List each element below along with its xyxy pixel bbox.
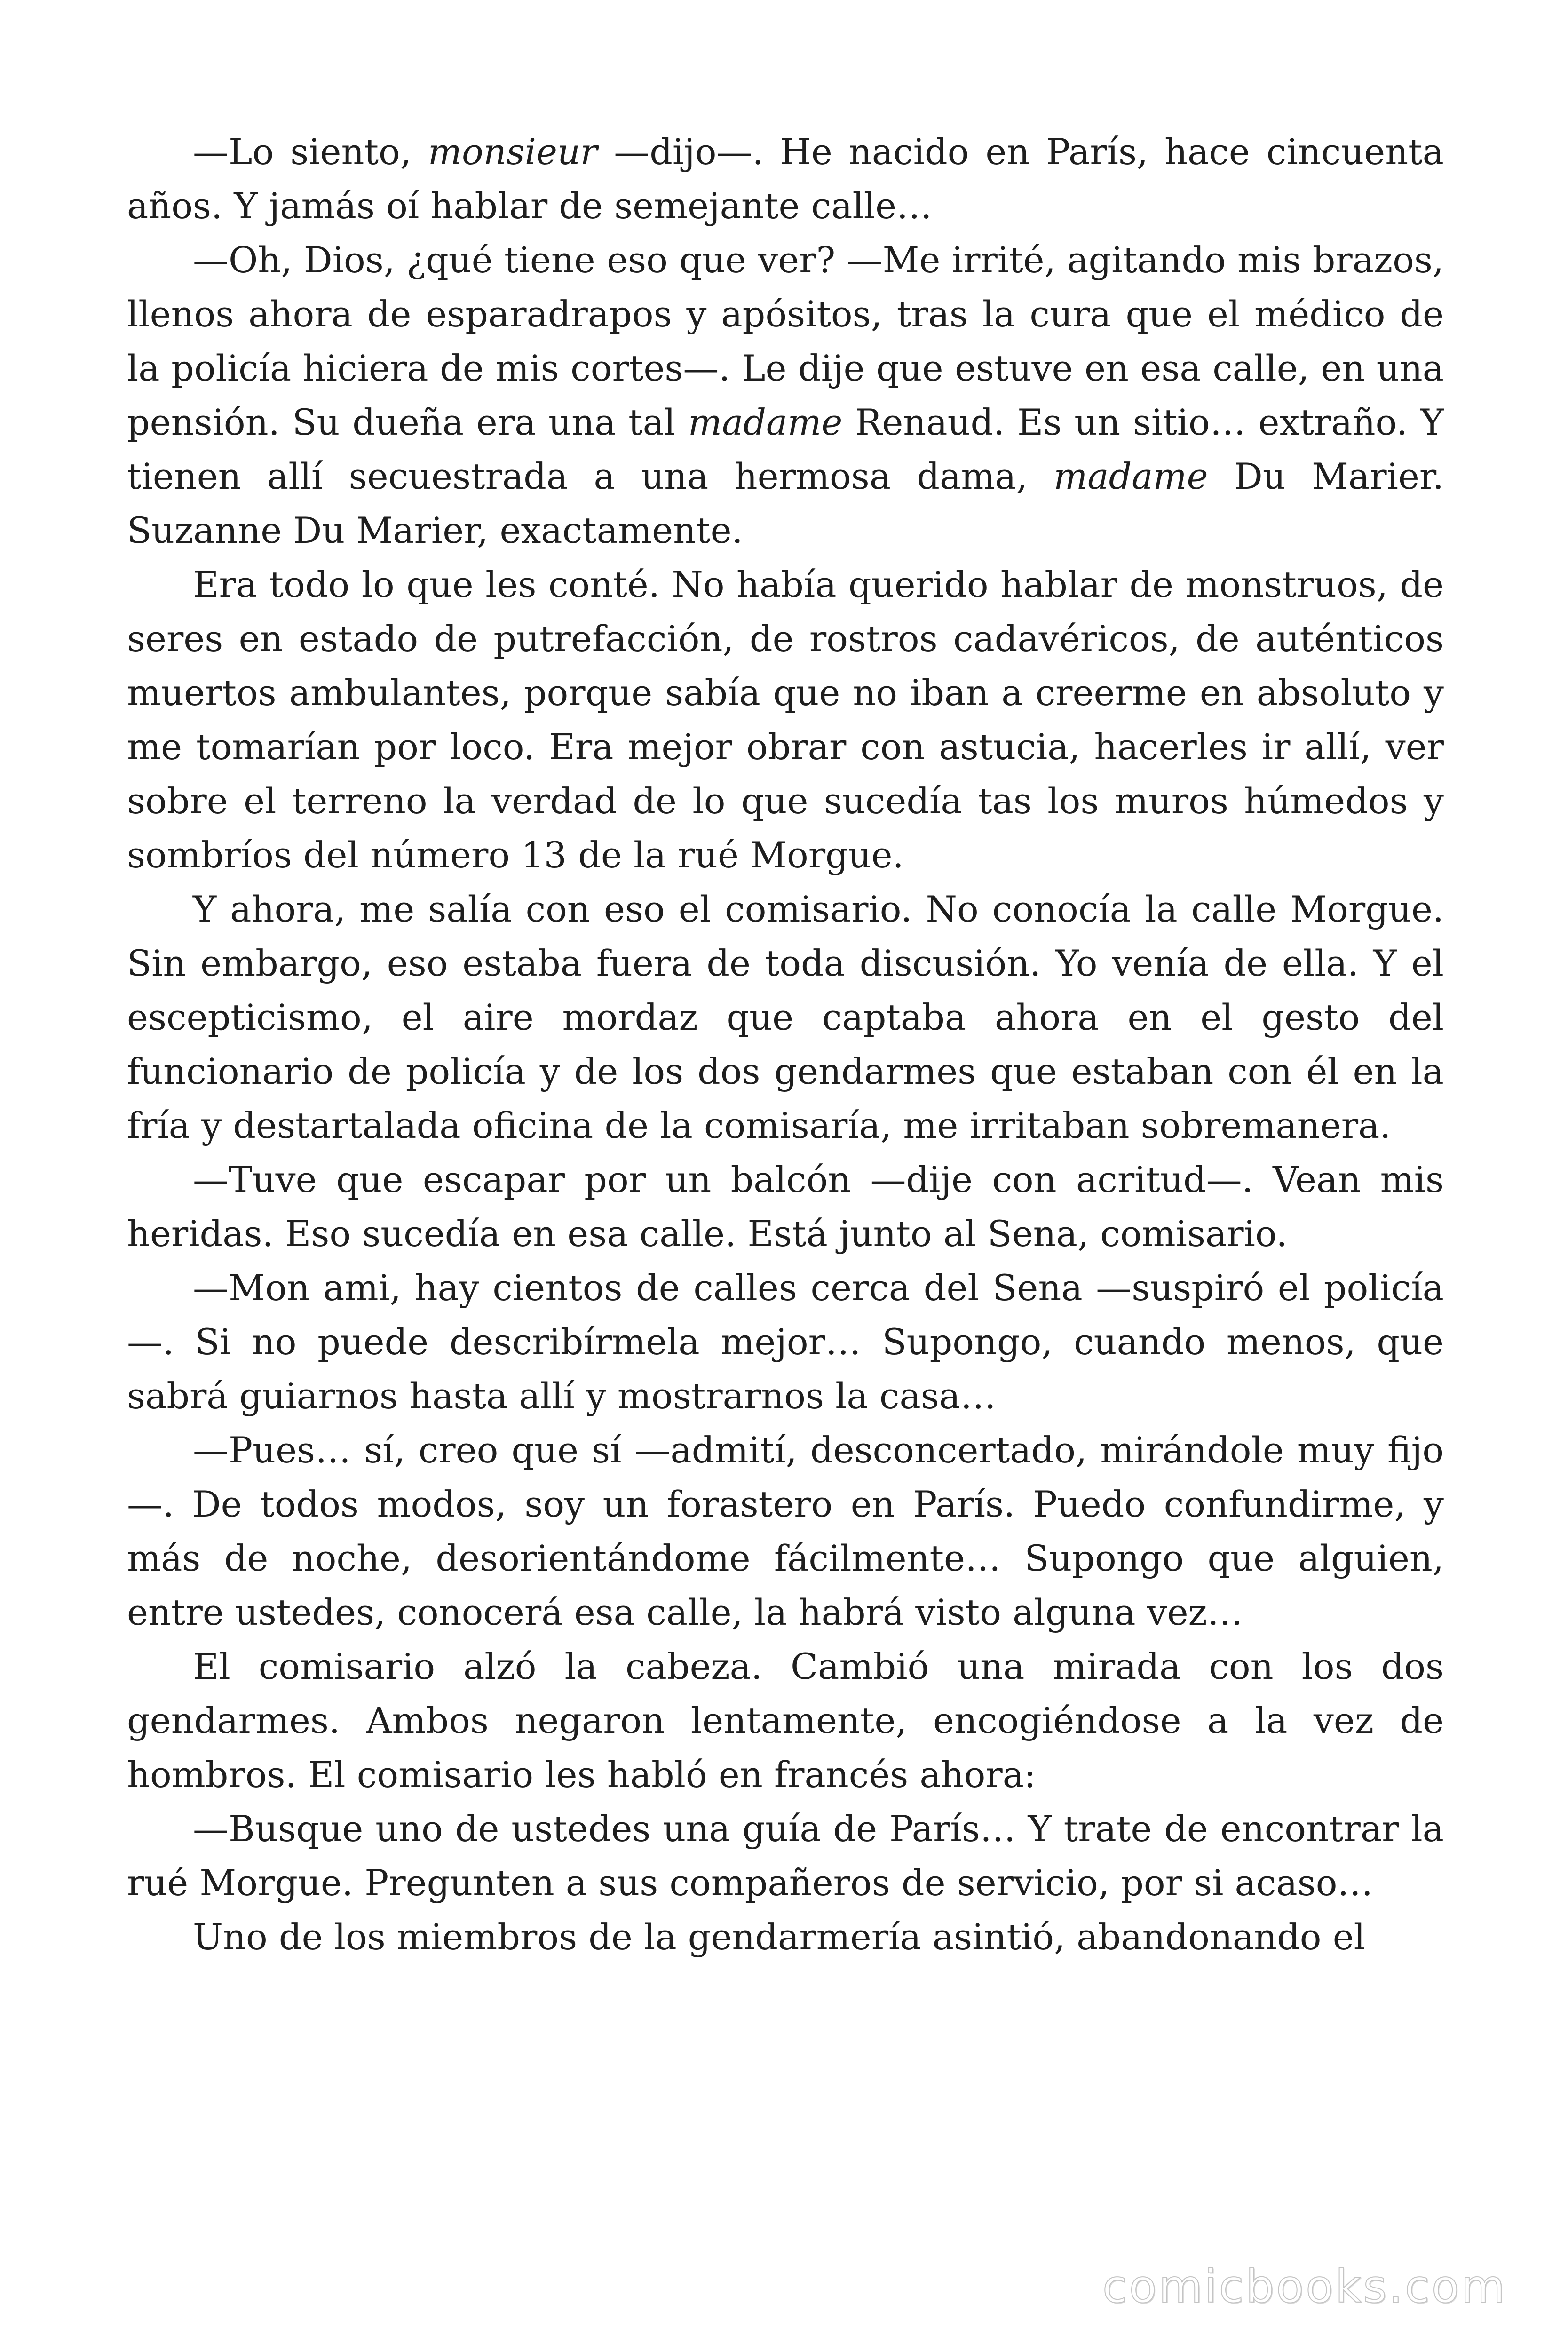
text-segment: —Busque uno de ustedes una guía de París… Y trate de encontrar la rué Morgue. Pregunten a sus compañeros de servicio, por si acaso… (127, 1808, 1444, 1904)
text-segment: Era todo lo que les conté. No había querido hablar de monstruos, de seres en estado de putrefacción, de rostros cadavéricos, de auténticos muertos ambulantes, porque sabía que no iban a creerme en absoluto y me tomarían por loco. Era mejor obrar con astucia, hacerles ir allí, ver sobre el terreno la verdad de lo que sucedía tas los muros húmedos y sombríos del número 13 de la rué Morgue. (127, 564, 1444, 876)
text-segment: El comisario alzó la cabeza. Cambió una mirada con los dos gendarmes. Ambos negaron lentamente, encogiéndose a la vez de hombros. El comisario les habló en francés ahora: (127, 1645, 1444, 1796)
paragraph (127, 1423, 1444, 1639)
paragraph (127, 1152, 1444, 1261)
paragraph (127, 557, 1444, 882)
paragraph (127, 1910, 1444, 1964)
text-segment: —Tuve que escapar por un balcón —dije con acritud—. Vean mis heridas. Eso sucedía en esa calle. Está junto al Sena, comisario. (127, 1159, 1444, 1255)
paragraph (127, 1639, 1444, 1802)
paragraph (127, 125, 1444, 233)
text-segment: Du Marier. Suzanne Du Marier, exactamente. (127, 455, 1444, 551)
italic-text-segment: madame (1053, 455, 1208, 497)
text-segment: —Mon ami, hay cientos de calles cerca del Sena —suspiró el policía—. Si no puede describírmela mejor… Supongo, cuando menos, que sabrá guiarnos hasta allí y mostrarnos la casa… (127, 1267, 1444, 1417)
book-page-body (127, 125, 1444, 1964)
paragraph (127, 882, 1444, 1152)
site-watermark: comicbooks.com (1102, 2260, 1507, 2313)
text-segment: —Pues… sí, creo que sí —admití, desconcertado, mirándole muy fijo—. De todos modos, soy un forastero en París. Puedo confundirme, y más de noche, desorientándome fácilmente… Supongo que alguien, entre ustedes, conocerá esa calle, la habrá visto alguna vez… (127, 1429, 1444, 1633)
italic-text-segment: madame (688, 401, 843, 443)
text-segment: Uno de los miembros de la gendarmería asintió, abandonando el (193, 1916, 1365, 1958)
text-segment: Y ahora, me salía con eso el comisario. No conocía la calle Morgue. Sin embargo, eso estaba fuera de toda discusión. Yo venía de ella. Y el escepticismo, el aire mordaz que captaba ahora en el gesto del funcionario de policía y de los dos gendarmes que estaban con él en la fría y destartalada oficina de la comisaría, me irritaban sobremanera. (127, 888, 1444, 1146)
paragraph (127, 1261, 1444, 1423)
paragraph (127, 233, 1444, 557)
text-segment: —dijo—. He nacido en París, hace cincuenta años. Y jamás oí hablar de semejante calle… (127, 131, 1444, 227)
text-segment: Renaud. Es un sitio… extraño. Y tienen allí secuestrada a una hermosa dama, (127, 401, 1444, 497)
paragraph (127, 1802, 1444, 1910)
italic-text-segment: monsieur (428, 131, 598, 173)
text-segment: —Oh, Dios, ¿qué tiene eso que ver? —Me irrité, agitando mis brazos, llenos ahora de esparadrapos y apósitos, tras la cura que el médico de la policía hiciera de mis cortes—. Le dije que estuve en esa calle, en una pensión. Su dueña era una tal (127, 239, 1444, 443)
text-segment: —Lo siento, (193, 131, 428, 173)
